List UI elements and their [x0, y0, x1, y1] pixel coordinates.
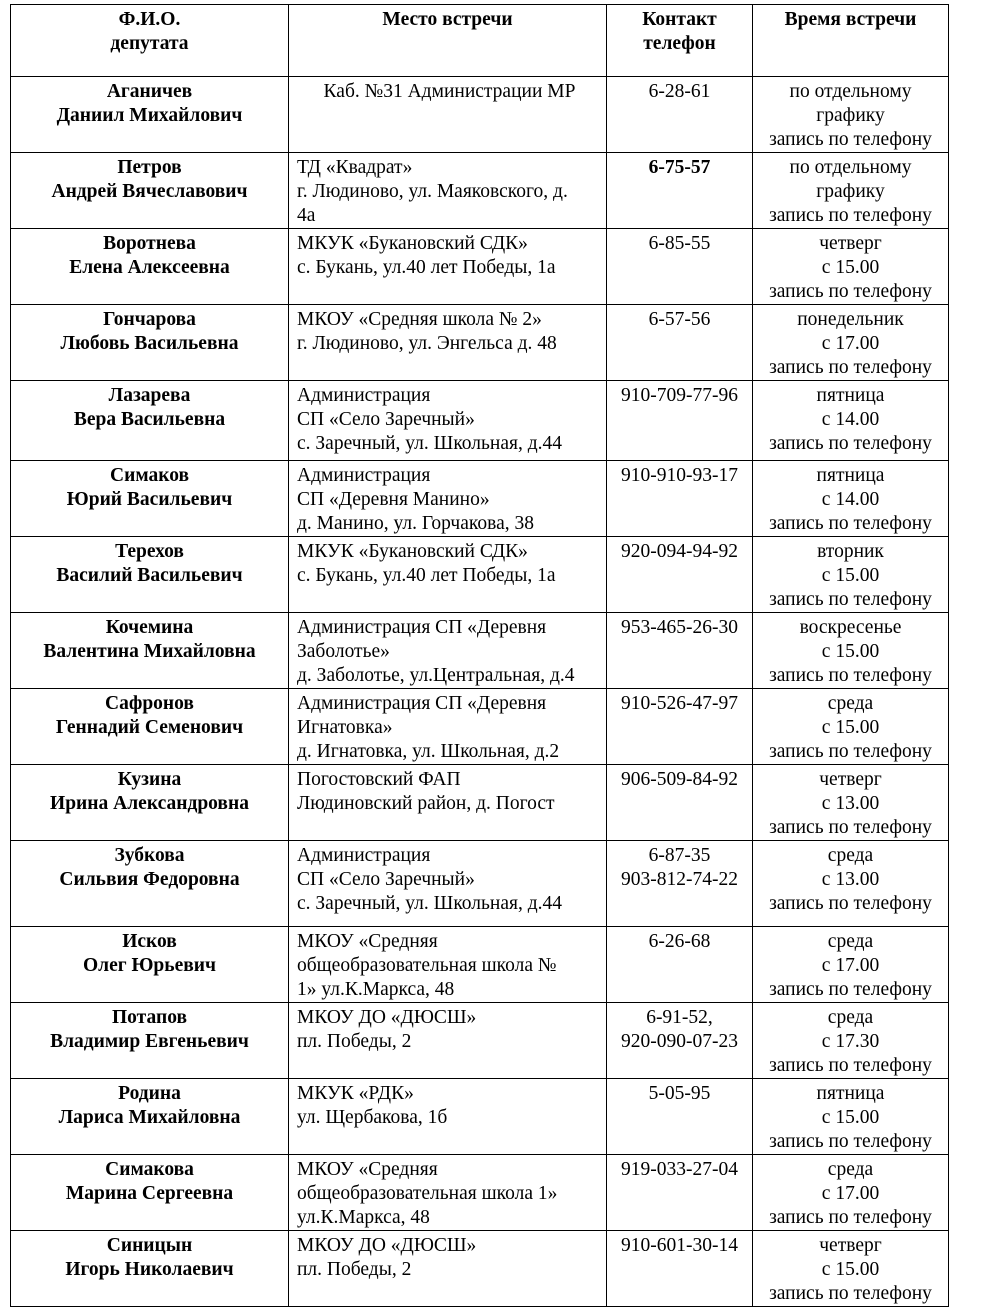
table-row	[11, 765, 949, 841]
name-line: Олег Юрьевич	[82, 955, 217, 976]
header-phone	[607, 5, 753, 77]
cell-time	[753, 1155, 949, 1231]
name-line: Геннадий Семенович	[55, 717, 244, 738]
time-line: с 15.00	[821, 717, 880, 738]
name-line: Валентина Михайловна	[43, 641, 256, 662]
name-line: Сильвия Федоровна	[59, 869, 240, 890]
cell-phone	[607, 153, 753, 229]
cell-phone	[607, 689, 753, 765]
name-line: Симакова	[105, 1159, 194, 1180]
name-line: Терехов	[115, 541, 184, 562]
time-line: вторник	[817, 541, 884, 562]
name-line: Любовь Васильевна	[60, 333, 239, 354]
cell-time	[753, 381, 949, 461]
time-line: с 15.00	[821, 641, 880, 662]
cell-place	[289, 153, 607, 229]
time-line: запись по телефону	[769, 1207, 932, 1228]
cell-name	[11, 927, 289, 1003]
name-line: Ирина Александровна	[50, 793, 249, 814]
table-row	[11, 1155, 949, 1231]
place-line: МКОУ «Средняя	[297, 931, 438, 952]
cell-time	[753, 689, 949, 765]
place-line: Администрация СП «Деревня	[297, 693, 547, 714]
table-row	[11, 537, 949, 613]
phone-line: 6-26-68	[648, 931, 711, 952]
cell-phone	[607, 381, 753, 461]
place-line: д. Манино, ул. Горчакова, 38	[297, 513, 534, 534]
table-row	[11, 153, 949, 229]
cell-phone	[607, 305, 753, 381]
place-line: с. Букань, ул.40 лет Победы, 1а	[297, 257, 556, 278]
time-line: среда	[827, 693, 874, 714]
cell-place	[289, 841, 607, 927]
cell-phone	[607, 1079, 753, 1155]
cell-place	[289, 461, 607, 537]
name-line: Синицын	[106, 1235, 193, 1256]
time-line: запись по телефону	[769, 665, 932, 686]
header-phone-line: телефон	[643, 33, 716, 54]
place-line: ТД «Квадрат»	[297, 157, 413, 178]
place-line: СП «Деревня Манино»	[297, 489, 490, 510]
name-line: Юрий Васильевич	[66, 489, 233, 510]
time-line: воскресенье	[799, 617, 902, 638]
place-line: с. Заречный, ул. Школьная, д.44	[297, 433, 563, 454]
cell-name	[11, 765, 289, 841]
table-row	[11, 689, 949, 765]
cell-phone	[607, 537, 753, 613]
cell-name	[11, 1079, 289, 1155]
time-line: с 17.00	[821, 333, 880, 354]
time-line: запись по телефону	[769, 589, 932, 610]
cell-phone	[607, 1155, 753, 1231]
cell-time	[753, 229, 949, 305]
cell-name	[11, 689, 289, 765]
table-header-row	[11, 5, 949, 77]
time-line: запись по телефону	[769, 1055, 932, 1076]
time-line: среда	[827, 931, 874, 952]
time-line: понедельник	[797, 309, 904, 330]
time-line: четверг	[819, 1235, 882, 1256]
phone-line: 910-709-77-96	[621, 385, 738, 406]
cell-place	[289, 537, 607, 613]
cell-phone	[607, 765, 753, 841]
place-line: д. Игнатовка, ул. Школьная, д.2	[297, 741, 560, 762]
name-line: Василий Васильевич	[56, 565, 243, 586]
place-line: Администрация	[297, 465, 431, 486]
phone-line: 6-91-52,	[646, 1007, 713, 1028]
place-line: г. Людиново, ул. Энгельса д. 48	[297, 333, 557, 354]
place-line: МКУК «Букановский СДК»	[297, 233, 528, 254]
cell-place	[289, 1079, 607, 1155]
cell-place	[289, 1003, 607, 1079]
name-line: Даниил Михайлович	[56, 105, 243, 126]
place-line: СП «Село Заречный»	[297, 409, 475, 430]
time-line: среда	[827, 1007, 874, 1028]
time-line: с 13.00	[821, 869, 880, 890]
table-row	[11, 1003, 949, 1079]
place-line: Людиновский район, д. Погост	[297, 793, 555, 814]
header-phone-line: Контакт	[642, 9, 717, 30]
place-line: МКУК «Букановский СДК»	[297, 541, 528, 562]
place-line: д. Заболотье, ул.Центральная, д.4	[297, 665, 575, 686]
phone-line: 906-509-84-92	[621, 769, 738, 790]
place-line: г. Людиново, ул. Маяковского, д.	[297, 181, 568, 202]
name-line: Игорь Николаевич	[65, 1259, 234, 1280]
time-line: среда	[827, 845, 874, 866]
table-row	[11, 461, 949, 537]
phone-line: 910-601-30-14	[621, 1235, 738, 1256]
place-line: общеобразовательная школа 1»	[297, 1183, 558, 1204]
time-line: с 17.30	[821, 1031, 880, 1052]
phone-line: 6-85-55	[648, 233, 711, 254]
name-line: Лазарева	[108, 385, 191, 406]
phone-line: 5-05-95	[648, 1083, 711, 1104]
time-line: запись по телефону	[769, 893, 932, 914]
cell-place	[289, 305, 607, 381]
cell-time	[753, 841, 949, 927]
place-line: Заболотье»	[297, 641, 390, 662]
deputies-meeting-table	[10, 4, 949, 1307]
phone-line: 6-28-61	[648, 81, 711, 102]
time-line: запись по телефону	[769, 357, 932, 378]
cell-time	[753, 613, 949, 689]
place-line: общеобразовательная школа №	[297, 955, 557, 976]
time-line: с 15.00	[821, 1259, 880, 1280]
header-place	[289, 5, 607, 77]
name-line: Владимир Евгеньевич	[50, 1031, 249, 1052]
place-line: Игнатовка»	[297, 717, 393, 738]
cell-time	[753, 153, 949, 229]
name-line: Исков	[122, 931, 177, 952]
header-name-line: Ф.И.О.	[118, 9, 181, 30]
cell-place	[289, 77, 607, 153]
cell-phone	[607, 927, 753, 1003]
time-line: с 17.00	[821, 955, 880, 976]
phone-line: 910-910-93-17	[621, 465, 738, 486]
header-place-line: Место встречи	[382, 9, 513, 30]
cell-time	[753, 927, 949, 1003]
name-line: Воротнева	[103, 233, 196, 254]
table-row	[11, 1079, 949, 1155]
time-line: запись по телефону	[769, 513, 932, 534]
phone-line: 6-87-35	[648, 845, 711, 866]
table-row	[11, 229, 949, 305]
cell-time	[753, 77, 949, 153]
place-line: пл. Победы, 2	[297, 1259, 412, 1280]
cell-place	[289, 1155, 607, 1231]
header-name-line: депутата	[110, 33, 189, 54]
time-line: пятница	[816, 465, 885, 486]
cell-name	[11, 461, 289, 537]
time-line: запись по телефону	[769, 205, 932, 226]
cell-place	[289, 927, 607, 1003]
name-line: Кузина	[117, 769, 182, 790]
name-line: Лариса Михайловна	[58, 1107, 241, 1128]
phone-line: 953-465-26-30	[621, 617, 738, 638]
place-line: СП «Село Заречный»	[297, 869, 475, 890]
cell-time	[753, 1003, 949, 1079]
name-line: Андрей Вячеславович	[51, 181, 248, 202]
table-row	[11, 613, 949, 689]
header-time-line: Время встречи	[784, 9, 917, 30]
cell-name	[11, 153, 289, 229]
cell-name	[11, 1003, 289, 1079]
time-line: запись по телефону	[769, 1283, 932, 1304]
name-line: Аганичев	[106, 81, 193, 102]
table-row	[11, 77, 949, 153]
time-line: графику	[816, 181, 885, 202]
time-line: графику	[816, 105, 885, 126]
name-line: Гончарова	[103, 309, 196, 330]
name-line: Елена Алексеевна	[69, 257, 230, 278]
place-line: с. Букань, ул.40 лет Победы, 1а	[297, 565, 556, 586]
time-line: запись по телефону	[769, 979, 932, 1000]
time-line: по отдельному	[789, 81, 912, 102]
header-time	[753, 5, 949, 77]
place-line: 1» ул.К.Маркса, 48	[297, 979, 455, 1000]
cell-phone	[607, 461, 753, 537]
time-line: среда	[827, 1159, 874, 1180]
cell-place	[289, 613, 607, 689]
cell-name	[11, 77, 289, 153]
time-line: с 15.00	[821, 1107, 880, 1128]
name-line: Симаков	[110, 465, 189, 486]
time-line: по отдельному	[789, 157, 912, 178]
place-line: ул.К.Маркса, 48	[297, 1207, 430, 1228]
place-line: Погостовский ФАП	[297, 769, 461, 790]
time-line: с 14.00	[821, 489, 880, 510]
cell-name	[11, 841, 289, 927]
table-row	[11, 381, 949, 461]
time-line: запись по телефону	[769, 281, 932, 302]
name-line: Вера Васильевна	[73, 409, 226, 430]
time-line: четверг	[819, 769, 882, 790]
place-line: МКОУ «Средняя школа № 2»	[297, 309, 542, 330]
time-line: запись по телефону	[769, 1131, 932, 1152]
cell-name	[11, 613, 289, 689]
cell-name	[11, 305, 289, 381]
time-line: запись по телефону	[769, 433, 932, 454]
place-line: МКОУ ДО «ДЮСШ»	[297, 1007, 477, 1028]
name-line: Сафронов	[105, 693, 194, 714]
place-line: МКУК «РДК»	[297, 1083, 414, 1104]
name-line: Петров	[117, 157, 182, 178]
time-line: четверг	[819, 233, 882, 254]
place-line: Администрация	[297, 385, 431, 406]
cell-place	[289, 765, 607, 841]
cell-phone	[607, 1003, 753, 1079]
table-row	[11, 927, 949, 1003]
cell-phone	[607, 841, 753, 927]
place-line: Администрация СП «Деревня	[297, 617, 547, 638]
cell-place	[289, 381, 607, 461]
table-row	[11, 841, 949, 927]
phone-line: 919-033-27-04	[621, 1159, 738, 1180]
cell-name	[11, 381, 289, 461]
header-name	[11, 5, 289, 77]
cell-time	[753, 461, 949, 537]
cell-phone	[607, 613, 753, 689]
time-line: запись по телефону	[769, 817, 932, 838]
place-line: с. Заречный, ул. Школьная, д.44	[297, 893, 563, 914]
table-row	[11, 305, 949, 381]
time-line: пятница	[816, 1083, 885, 1104]
phone-line: 920-094-94-92	[621, 541, 738, 562]
phone-line: 920-090-07-23	[621, 1031, 738, 1052]
cell-name	[11, 1155, 289, 1231]
time-line: запись по телефону	[769, 741, 932, 762]
phone-line: 903-812-74-22	[621, 869, 738, 890]
place-line: Администрация	[297, 845, 431, 866]
time-line: с 14.00	[821, 409, 880, 430]
name-line: Кочемина	[105, 617, 194, 638]
time-line: с 13.00	[821, 793, 880, 814]
cell-time	[753, 765, 949, 841]
cell-name	[11, 229, 289, 305]
cell-place	[289, 689, 607, 765]
time-line: с 15.00	[821, 565, 880, 586]
place-line: ул. Щербакова, 1б	[297, 1107, 448, 1128]
time-line: с 17.00	[821, 1183, 880, 1204]
place-line: 4а	[297, 205, 316, 226]
name-line: Марина Сергеевна	[65, 1183, 234, 1204]
place-line: пл. Победы, 2	[297, 1031, 412, 1052]
name-line: Зубкова	[114, 845, 185, 866]
name-line: Родина	[118, 1083, 181, 1104]
cell-phone	[607, 77, 753, 153]
cell-phone	[607, 229, 753, 305]
time-line: с 15.00	[821, 257, 880, 278]
cell-time	[753, 1079, 949, 1155]
cell-name	[11, 537, 289, 613]
place-line: МКОУ «Средняя	[297, 1159, 438, 1180]
phone-line: 6-75-57	[648, 157, 711, 178]
cell-place	[289, 229, 607, 305]
place-line: МКОУ ДО «ДЮСШ»	[297, 1235, 477, 1256]
name-line: Потапов	[111, 1007, 187, 1028]
cell-time	[753, 537, 949, 613]
time-line: пятница	[816, 385, 885, 406]
phone-line: 6-57-56	[648, 309, 711, 330]
time-line: запись по телефону	[769, 129, 932, 150]
place-line: Каб. №31 Администрации МР	[323, 81, 576, 102]
cell-time	[753, 305, 949, 381]
phone-line: 910-526-47-97	[621, 693, 738, 714]
table-body	[11, 77, 949, 1307]
